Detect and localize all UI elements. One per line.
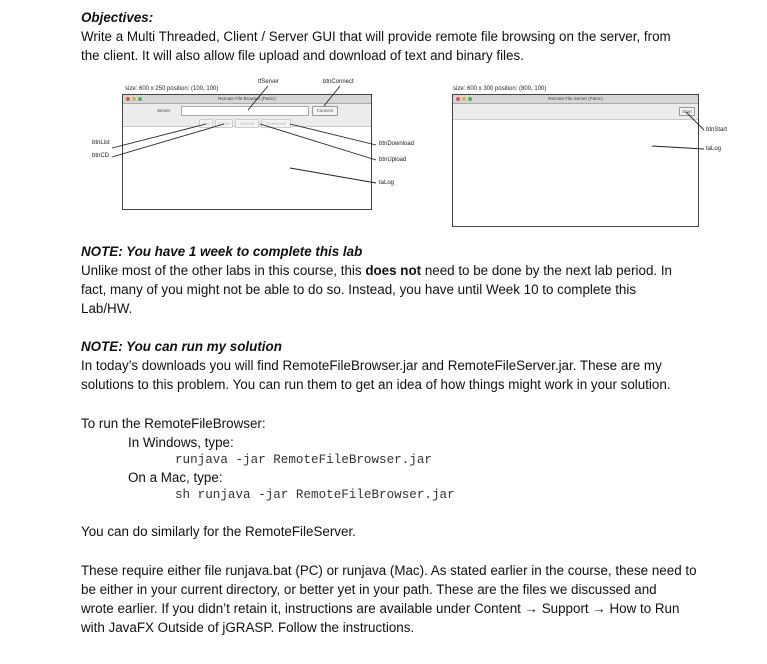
btnconnect-pointer [324,86,340,106]
final-line-1: These require either file runjava.bat (PC) or runjava (Mac). As stated earlier in the course, these need to [81,563,697,578]
callout-btnstart: btnStart [706,127,728,133]
objectives-heading: Objectives: [81,10,154,25]
final-line-3: wrote earlier. If you didn’t retain it, instructions are available under Content → Support → How to Run [81,601,680,616]
final-line-2: be either in your current directory, or better yet in your path. These are the files we discussed and [81,582,657,597]
client-size-label: size: 600 x 250 position: (100, 100) [125,86,219,92]
callout-talog-client: taLog [379,180,395,186]
list-button: List [199,119,213,128]
note1-heading: NOTE: You have 1 week to complete this lab [81,244,363,259]
final-line-4: with JavaFX Outside of jGRASP. Follow the instructions. [81,620,415,635]
server-window-title: Remote File Server (Patric) [548,96,603,101]
note1-line-3: Lab/HW. [81,301,133,316]
chdir-button: CHDir [215,119,233,128]
callout-btndownload: btnDownload [379,141,415,147]
objectives-line-1: Write a Multi Threaded, Client / Server GUI that will provide remote file browsing on the server, from [81,29,671,44]
connect-button: Connect [312,106,338,116]
btndownload-pointer [290,124,376,145]
btnlist-pointer [112,124,206,148]
tfserver-pointer [248,86,268,110]
callout-tfserver: tfServer [258,79,280,85]
callout-talog-server: taLog [706,146,722,152]
run-windows-label: In Windows, type: [128,435,234,450]
server-label: Server [157,108,171,113]
note2-heading: NOTE: You can run my solution [81,339,282,354]
talog-client-pointer [290,168,376,183]
note2-line-1: In today’s downloads you will find RemoteFileBrowser.jar and RemoteFileServer.jar. These are my [81,358,662,373]
note1-line-1-start: Unlike most of the other labs in this course, this [81,263,366,278]
run-intro: To run the RemoteFileBrowser: [81,416,266,431]
btnupload-pointer [260,124,376,160]
callout-btnupload: btnUpload [379,157,407,163]
server-size-label: size: 600 x 300 position: (800, 100) [453,86,547,92]
btncd-pointer [112,124,224,157]
objectives-line-2: the client. It will also allow file upload and download of text and binary files. [81,48,524,63]
note1-bold-text: does not [365,263,422,278]
run-windows-command: runjava -jar RemoteFileBrowser.jar [175,453,432,467]
note2-line-2: solutions to this problem. You can run them to get an idea of how things might work in your solution. [81,377,671,392]
callout-btnlist: btnList [92,140,110,146]
note1-line-2: fact, many of you might not be able to do so. Instead, you have until Week 10 to complete this [81,282,637,297]
note1-line-1-end: need to be done by the next lab period. In [421,263,673,278]
client-window-title: Remote File Browser (Patric) [218,96,276,101]
btnstart-pointer [686,112,704,130]
run-mac-label: On a Mac, type: [128,470,223,485]
start-button: Start [679,107,695,116]
run-mac-command: sh runjava -jar RemoteFileBrowser.jar [175,488,455,502]
callout-btnconnect: btnConnect [323,79,354,85]
note1-line-1 [81,261,672,280]
download-button: Download [261,119,291,128]
run-similar: You can do similarly for the RemoteFileServer. [81,524,356,539]
talog-server-pointer [652,146,704,149]
upload-button: Upload [235,119,259,128]
callout-btncd: btnCD [92,153,110,159]
